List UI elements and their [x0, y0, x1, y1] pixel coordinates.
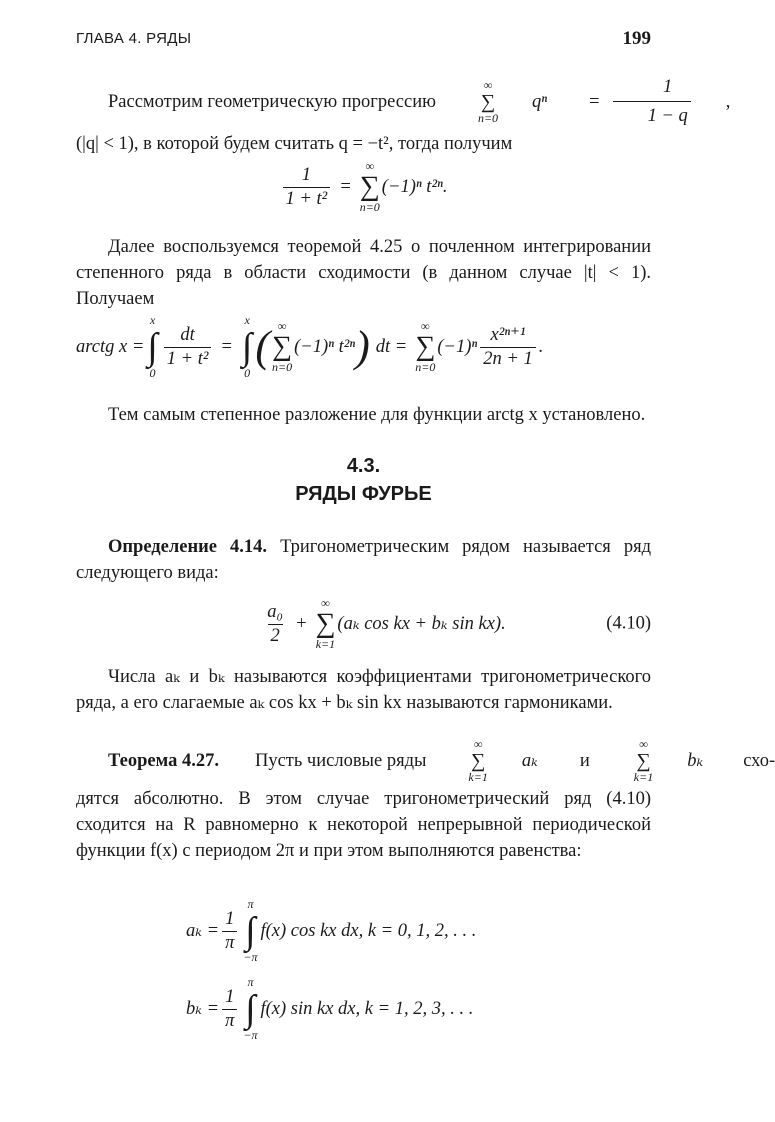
- running-header: [76, 28, 651, 50]
- paragraph-integration: Далее воспользуемся теоремой 4.25 о почленном интегрировании степенного ряда в области сходимости (в данном случае |t| < 1). Получаем: [76, 237, 651, 309]
- geometric-fraction: $\frac{1}{1 - q}$: [613, 74, 691, 129]
- integral-sign: π ∫ −π: [243, 975, 258, 1042]
- equation-arctg: arctg x = x ∫ 0 $\frac{dt}{\text{1 + t²}}$ = x ∫ 0 ( ∞ ∑ n=0 (−1)ⁿ t²ⁿ ) dt = ∞ ∑ n=0 (−1)ⁿ $\frac{\text{x²ⁿ⁺¹}}{2n + 1}$ .: [76, 313, 544, 380]
- chapter-title: ГЛАВА 4. РЯДЫ: [76, 30, 192, 47]
- equation-number: (4.10): [606, 613, 651, 634]
- equation-ak: aₖ = $\frac{1}{\pi}$ π ∫ −π f(x) cos kx dx, k = 0, 1, 2, . . .: [186, 897, 477, 964]
- paragraph-geometric-series: Рассмотрим геометрическую прогрессию ∞ ∑ n=0 qⁿ = $\frac{1}{1 - q}$ , (|q| < 1), в которой будем считать q = −t², тогда получим: [76, 74, 651, 157]
- page-number: 199: [622, 28, 651, 49]
- substitution-line: (|q| < 1), в которой будем считать q = −t², тогда получим: [76, 134, 513, 154]
- definition-4-14: [76, 534, 651, 586]
- integral-sign: x ∫ 0: [241, 313, 253, 380]
- section-heading: [76, 452, 651, 508]
- definition-text: Тригонометрическим рядом называется ряд следующего вида:: [76, 537, 651, 583]
- section-number: 4.3.: [346, 455, 381, 477]
- equation-bk: bₖ = $\frac{1}{\pi}$ π ∫ −π f(x) sin kx dx, k = 1, 2, 3, . . .: [186, 975, 474, 1042]
- theorem-body: дятся абсолютно. В этом случае тригонометрический ряд (4.10) сходится на R равномерно к некоторой непрерывной периодической функции f(x) с периодом 2π и при этом выполняются равенства:: [76, 789, 651, 861]
- geometric-term: qⁿ: [532, 91, 548, 112]
- theorem-4-27: Теорема 4.27. Пусть числовые ряды ∞ ∑ k=1 aₖ и ∞ ∑ k=1 bₖ схо- дятся абсолютно. В этом случае тригонометрический ряд (4.10) сходится на R равномерно к некоторой непрерывной периодической функции f(x) с периодом 2π и при этом выполняются равенства:: [76, 738, 651, 864]
- paragraph-conclusion: Тем самым степенное разложение для функции arctg x установлено.: [108, 405, 646, 425]
- section-title: РЯДЫ ФУРЬЕ: [295, 483, 432, 505]
- intro-text: Рассмотрим геометрическую прогрессию: [108, 91, 436, 112]
- integral-sign: π ∫ −π: [243, 897, 258, 964]
- equation-4-10: $\frac{\text{a₀}}{2}$ + ∞ ∑ k=1 (aₖ cos kx + bₖ sin kx). (4.10): [267, 596, 651, 651]
- theorem-label: Теорема 4.27.: [108, 751, 219, 771]
- equation-series-expansion: $\frac{1}{\text{1 + t²}}$ = ∞ ∑ n=0 (−1)ⁿ t²ⁿ.: [76, 160, 651, 214]
- definition-label: Определение 4.14.: [108, 537, 268, 557]
- integral-sign: x ∫ 0: [147, 313, 158, 380]
- paragraph-harmonics: Числа aₖ и bₖ называются коэффициентами тригонометрического ряда, а его слагаемые aₖ cos kx + bₖ sin kx называются гармониками.: [76, 667, 651, 713]
- geometric-sum: ∞ ∑ n=0: [477, 77, 499, 125]
